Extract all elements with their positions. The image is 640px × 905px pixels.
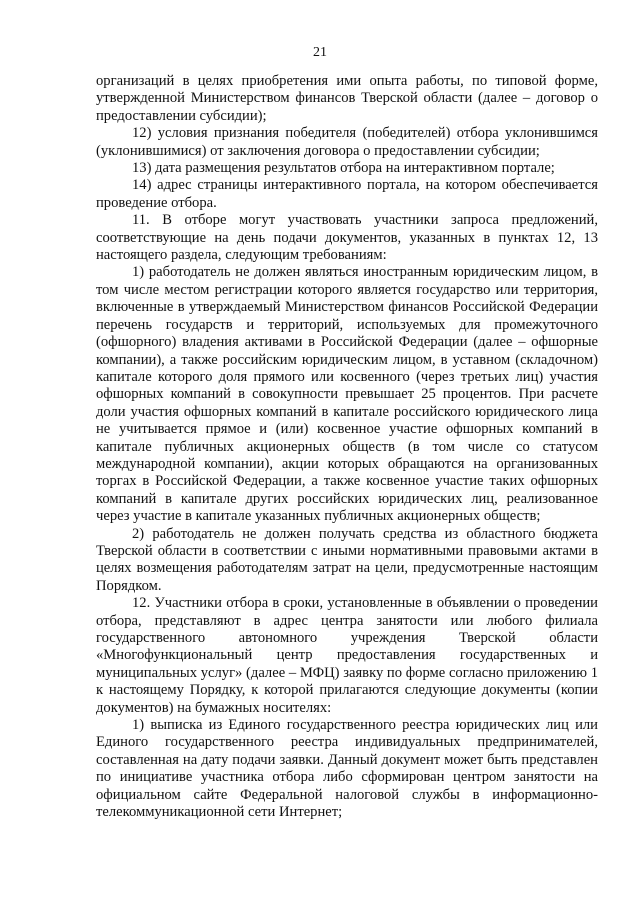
paragraph-item-12: 12) условия признания победителя (победителей) отбора уклонившимся (уклонившимися) от заключения договора о предоставлении субсидии; (96, 125, 598, 159)
paragraph-clause-12: 12. Участники отбора в сроки, установленные в объявлении о проведении отбора, представляют в адрес центра занятости или любого филиала государственного автономного учреждения Тверской области «Многофункциональный центр предоставления государственных и муниципальных услуг» (далее – МФЦ) заявку по форме согласно приложению 1 к настоящему Порядку, к которой прилагаются следующие документы (копии документов) на бумажных носителях: (96, 595, 598, 716)
paragraph-requirement-1: 1) работодатель не должен являться иностранным юридическим лицом, в том числе местом регистрации которого является государство или территория, включенные в утверждаемый Министерством финансов Российской Федерации перечень государств и территорий, используемых для промежуточного (офшорного) владения активами в Российской Федерации (далее – офшорные компании), а также российским юридическим лицом, в уставном (складочном) капитале которого доля прямого или косвенного (через третьих лиц) участия офшорных компаний в совокупности превышает 25 процентов. При расчете доли участия офшорных компаний в капитале российского юридического лица не учитывается прямое и (или) косвенное участие офшорных компаний в капитале публичных акционерных обществ (в том числе со статусом международной компании), акции которых обращаются на организованных торгах в Российской Федерации, а также косвенное участие таких офшорных компаний в капитале других российских юридических лиц, реализованное через участие в капитале указанных публичных акционерных обществ; (96, 264, 598, 525)
paragraph-clause-11: 11. В отборе могут участвовать участники запроса предложений, соответствующие на день подачи документов, указанных в пунктах 12, 13 настоящего раздела, следующим требованиям: (96, 212, 598, 264)
paragraph-requirement-2: 2) работодатель не должен получать средства из областного бюджета Тверской области в соответствии с иными нормативными правовыми актами в целях возмещения работодателям затрат на цели, предусмотренные настоящим Порядком. (96, 525, 598, 594)
paragraph-document-1: 1) выписка из Единого государственного реестра юридических лиц или Единого государственного реестра индивидуальных предпринимателей, составленная на дату подачи заявки. Данный документ может быть представлен по инициативе участника отбора либо сформирован центром занятости на официальном сайте Федеральной налоговой службы в информационно-телекоммуникационной сети Интернет; (96, 717, 598, 821)
document-body (96, 73, 598, 821)
page-number: 21 (313, 45, 327, 60)
paragraph-continuation: организаций в целях приобретения ими опыта работы, по типовой форме, утвержденной Министерством финансов Тверской области (далее – договор о предоставлении субсидии); (96, 73, 598, 124)
paragraph-item-13: 13) дата размещения результатов отбора на интерактивном портале; (132, 160, 555, 177)
paragraph-item-14: 14) адрес страницы интерактивного портала, на котором обеспечивается проведение отбора. (96, 177, 598, 211)
